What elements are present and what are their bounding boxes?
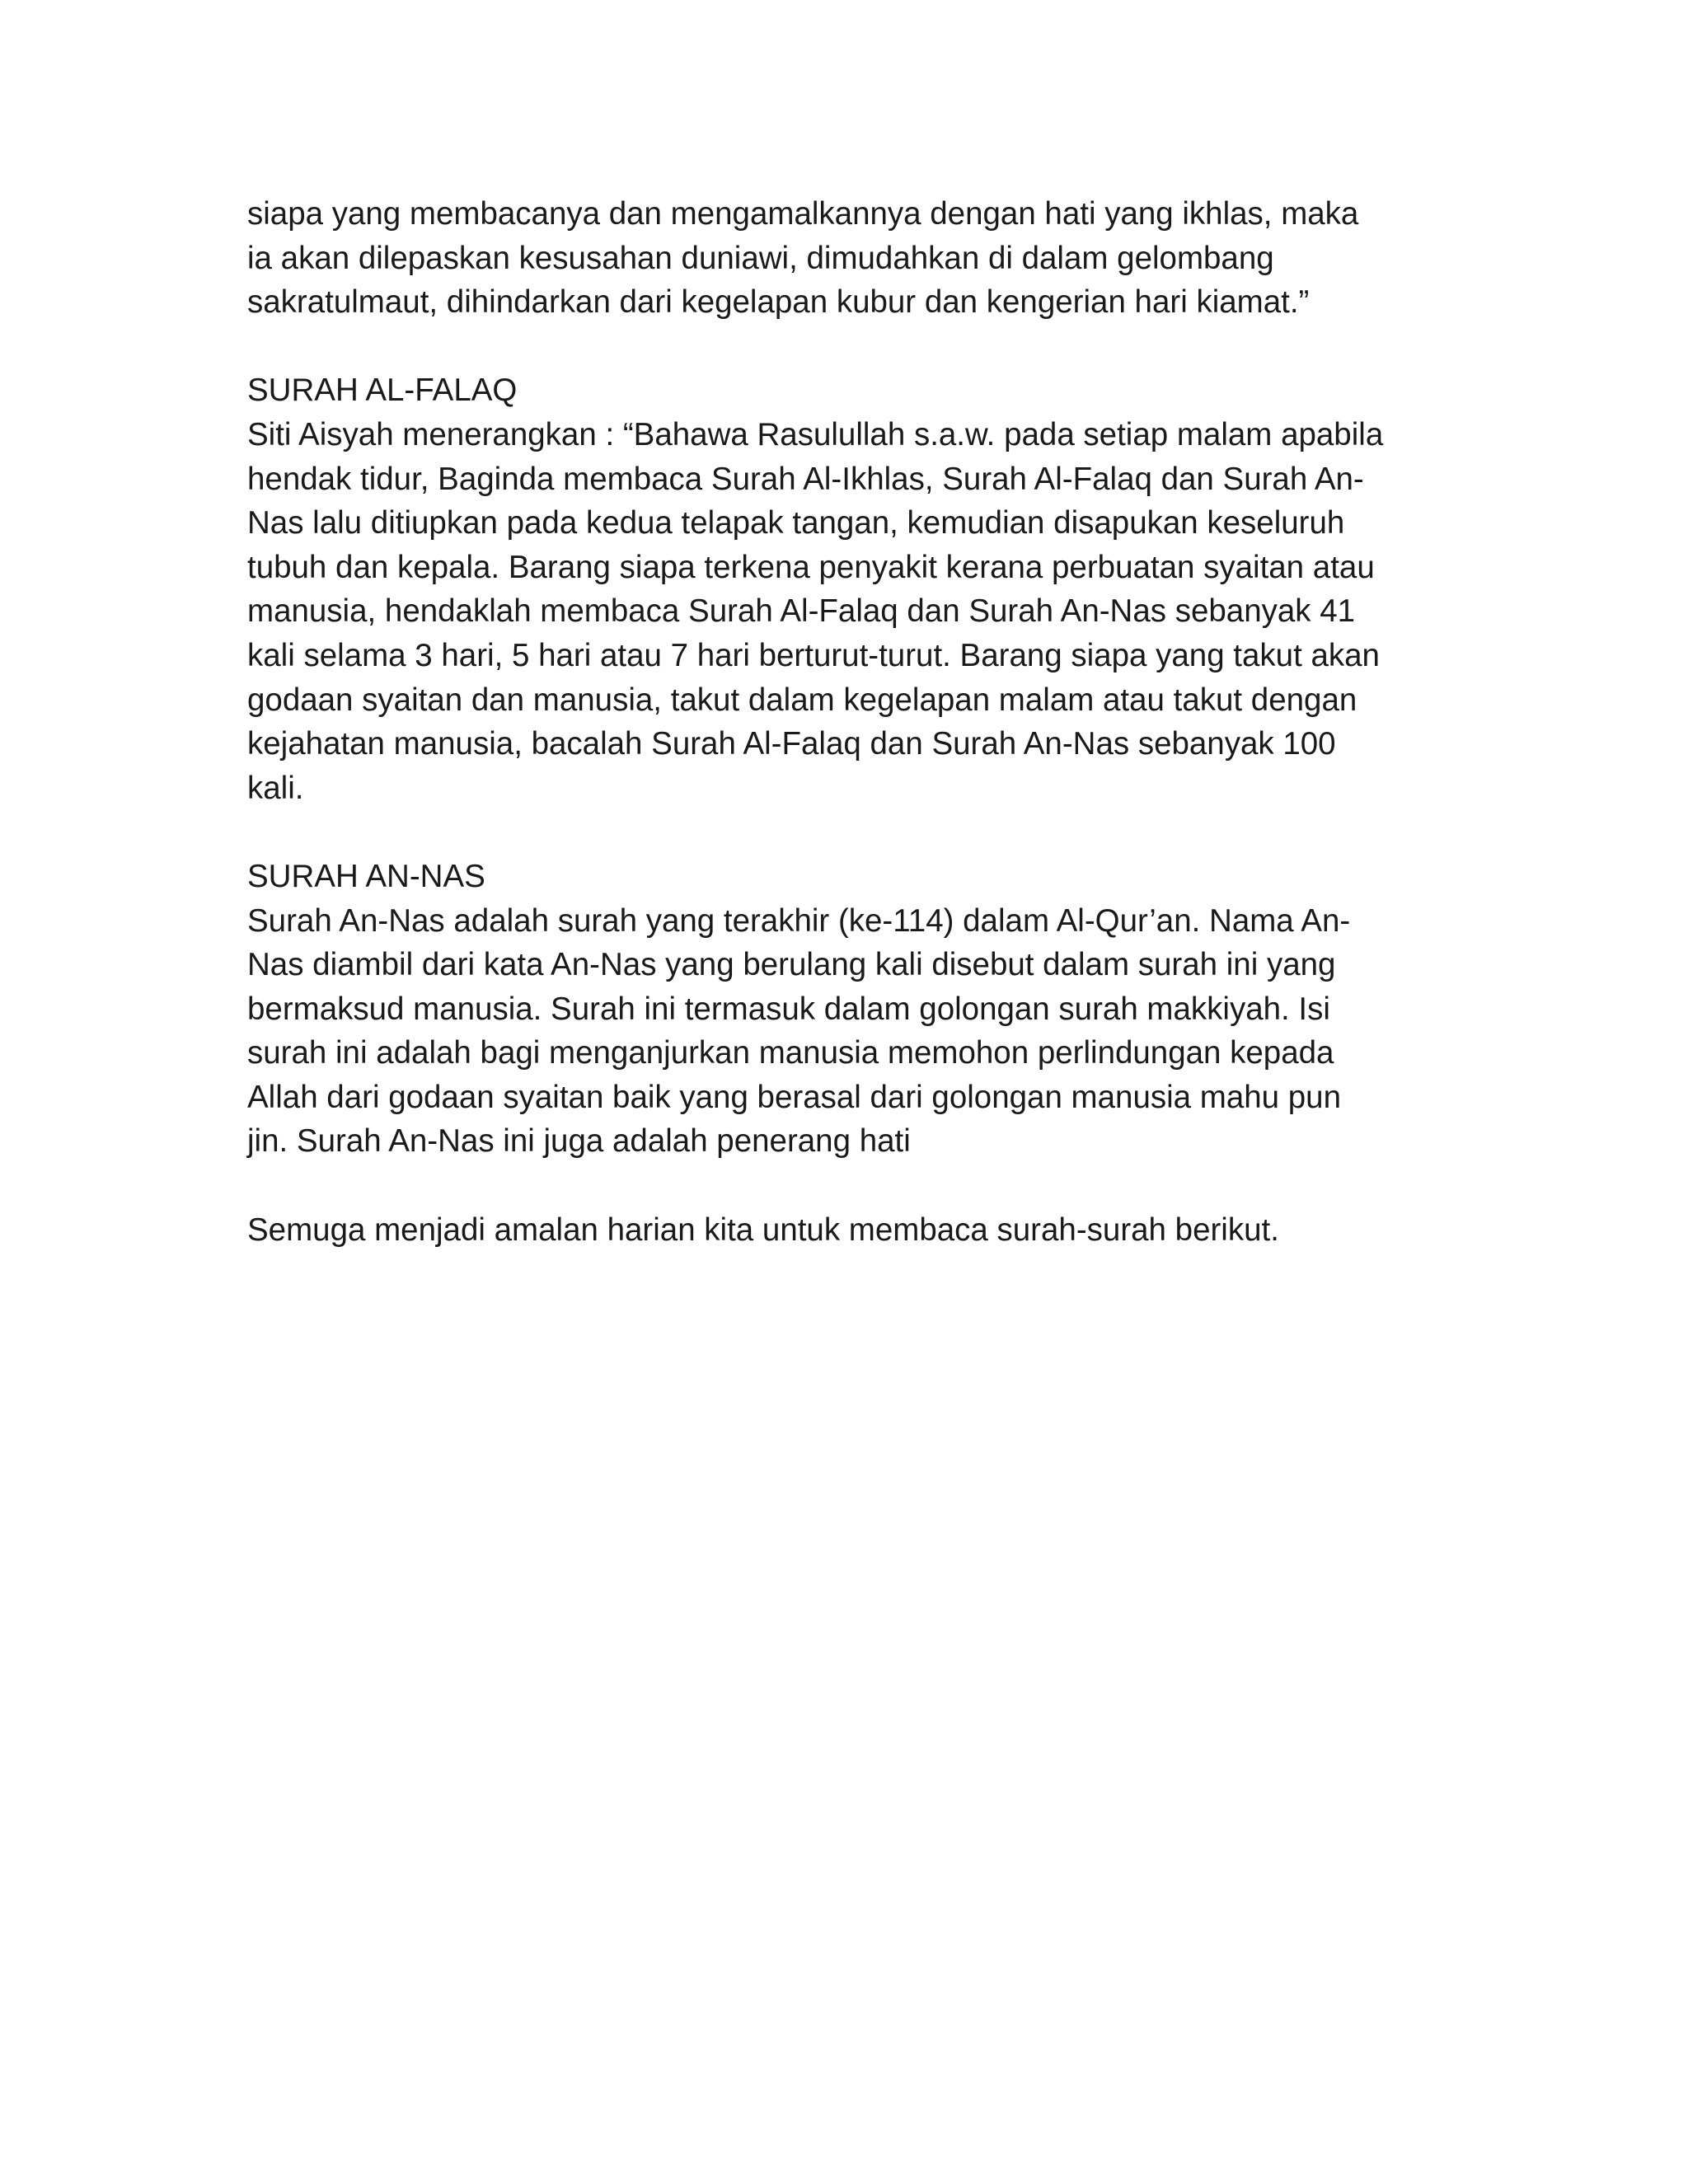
falaq-line: manusia, hendaklah membaca Surah Al-Falaq dan Surah An-Nas sebanyak 41: [247, 593, 1356, 630]
section-an-nas: [247, 855, 1451, 1164]
nas-line: surah ini adalah bagi menganjurkan manusia memohon perlindungan kepada: [247, 1035, 1334, 1071]
section-al-falaq: [247, 368, 1451, 810]
paragraph-gap: [247, 1164, 1451, 1208]
nas-line: Surah An-Nas adalah surah yang terakhir (ke-114) dalam Al-Qur’an. Nama An-: [247, 902, 1351, 939]
document-body: [247, 192, 1451, 1252]
intro-line: ia akan dilepaskan kesusahan duniawi, dimudahkan di dalam gelombang: [247, 240, 1274, 276]
nas-line: bermaksud manusia. Surah ini termasuk dalam golongan surah makkiyah. Isi: [247, 991, 1330, 1027]
falaq-line: kali selama 3 hari, 5 hari atau 7 hari berturut-turut. Barang siapa yang takut akan: [247, 637, 1380, 673]
falaq-line: Siti Aisyah menerangkan : “Bahawa Rasulullah s.a.w. pada setiap malam apabila: [247, 416, 1384, 452]
intro-paragraph: [247, 192, 1451, 325]
nas-line: jin. Surah An-Nas ini juga adalah penerang hati: [247, 1123, 911, 1160]
section-heading-al-falaq: SURAH AL-FALAQ: [247, 373, 518, 409]
nas-line: Nas diambil dari kata An-Nas yang berulang kali disebut dalam surah ini yang: [247, 947, 1336, 983]
nas-line: Allah dari godaan syaitan baik yang berasal dari golongan manusia mahu pun: [247, 1079, 1342, 1115]
section-heading-an-nas: SURAH AN-NAS: [247, 858, 485, 894]
falaq-line: Nas lalu ditiupkan pada kedua telapak tangan, kemudian disapukan keseluruh: [247, 505, 1345, 541]
closing-paragraph: [247, 1208, 1451, 1253]
falaq-line: kejahatan manusia, bacalah Surah Al-Falaq dan Surah An-Nas sebanyak 100: [247, 726, 1336, 762]
closing-line: Semuga menjadi amalan harian kita untuk membaca surah-surah berikut.: [247, 1212, 1279, 1248]
falaq-line: tubuh dan kepala. Barang siapa terkena penyakit kerana perbuatan syaitan atau: [247, 549, 1375, 585]
intro-line: siapa yang membacanya dan mengamalkannya dengan hati yang ikhlas, maka: [247, 196, 1359, 232]
paragraph-gap: [247, 810, 1451, 855]
falaq-line: kali.: [247, 770, 304, 806]
intro-line: sakratulmaut, dihindarkan dari kegelapan kubur dan kengerian hari kiamat.”: [247, 284, 1310, 321]
paragraph-gap: [247, 325, 1451, 369]
falaq-line: hendak tidur, Baginda membaca Surah Al-Ikhlas, Surah Al-Falaq dan Surah An-: [247, 461, 1364, 497]
falaq-line: godaan syaitan dan manusia, takut dalam kegelapan malam atau takut dengan: [247, 682, 1357, 718]
